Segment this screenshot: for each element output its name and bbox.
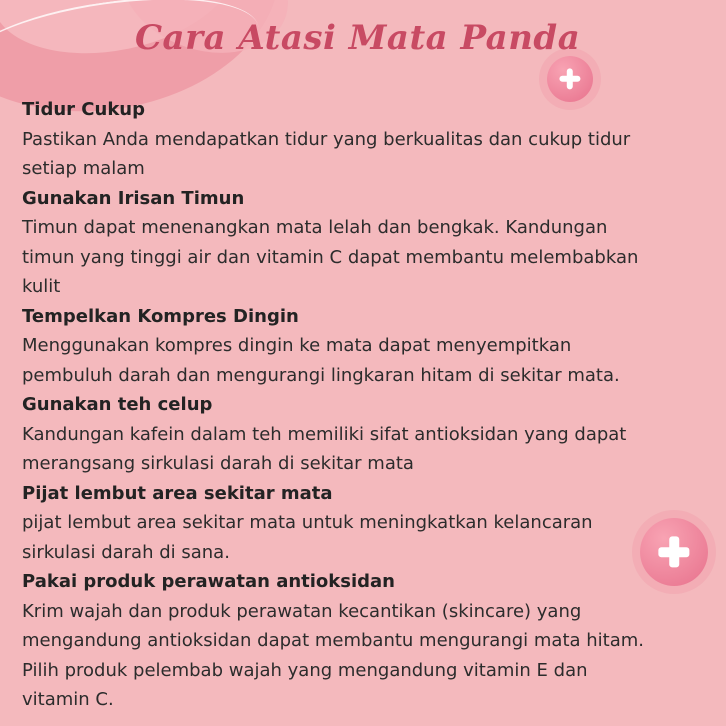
section-heading: Tempelkan Kompres Dingin <box>22 305 299 327</box>
section-kompres-dingin <box>22 302 712 391</box>
content-list <box>22 95 712 715</box>
section-text-line: Kandungan kafein dalam teh memiliki sifat antioksidan yang dapat <box>22 423 627 445</box>
section-text-line: Krim wajah dan produk perawatan kecantikan (skincare) yang <box>22 600 582 622</box>
section-text-line: kulit <box>22 276 61 297</box>
section-irisan-timun <box>22 184 712 302</box>
section-heading: Gunakan teh celup <box>22 394 213 415</box>
section-text-line: sirkulasi darah di sana. <box>22 541 230 563</box>
section-text-line: pijat lembut area sekitar mata untuk meningkatkan kelancaran <box>22 512 593 533</box>
section-heading: Pijat lembut area sekitar mata <box>22 482 333 504</box>
section-text-line: Menggunakan kompres dingin ke mata dapat menyempitkan <box>22 335 572 356</box>
section-text-line: mengandung antioksidan dapat membantu mengurangi mata hitam. <box>22 630 645 651</box>
section-pijat-lembut <box>22 479 712 568</box>
section-heading: Tidur Cukup <box>22 99 145 120</box>
section-text-line: Pilih produk pelembab wajah yang mengandung vitamin E dan <box>22 659 588 681</box>
section-teh-celup <box>22 390 712 479</box>
section-antioksidan <box>22 567 712 715</box>
section-text-line: setiap malam <box>22 158 145 179</box>
section-text-line: pembuluh darah dan mengurangi lingkaran hitam di sekitar mata. <box>22 364 620 386</box>
section-text-line: Timun dapat menenangkan mata lelah dan bengkak. Kandungan <box>22 217 608 238</box>
section-heading: Gunakan Irisan Timun <box>22 187 245 209</box>
section-heading: Pakai produk perawatan antioksidan <box>22 571 395 592</box>
section-text-line: merangsang sirkulasi darah di sekitar mata <box>22 453 414 474</box>
section-text-line: Pastikan Anda mendapatkan tidur yang berkualitas dan cukup tidur <box>22 128 631 150</box>
page-title: Cara Atasi Mata Panda <box>135 18 581 58</box>
section-text-line: timun yang tinggi air dan vitamin C dapat membantu melembabkan <box>22 246 639 268</box>
section-tidur-cukup <box>22 95 712 184</box>
section-text-line: vitamin C. <box>22 689 114 710</box>
